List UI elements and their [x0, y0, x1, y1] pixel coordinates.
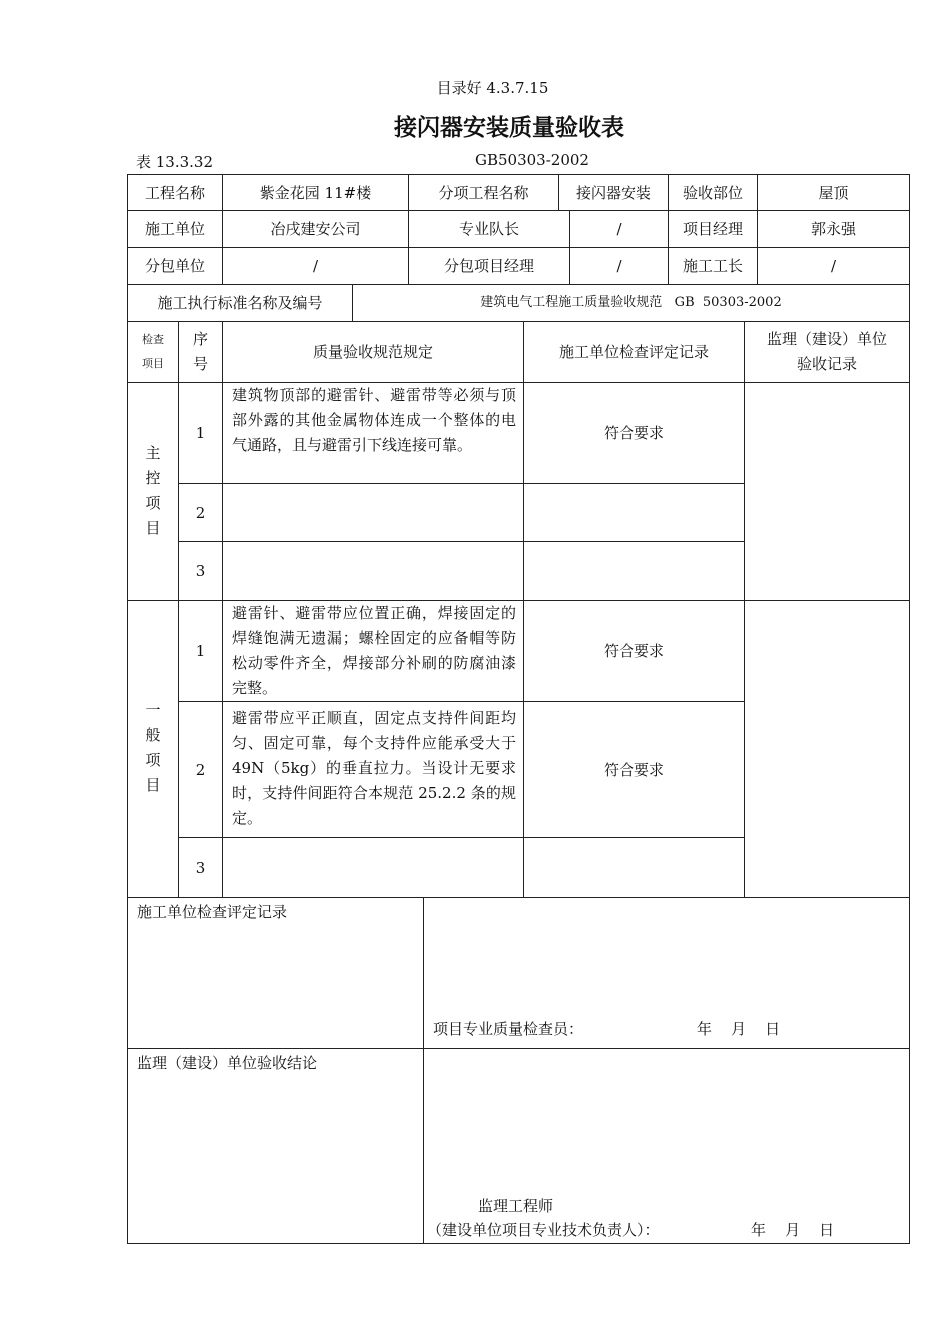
pm-label: 项目经理	[682, 220, 743, 238]
page-title: 接闪器安装质量验收表	[394, 115, 624, 141]
general-row-3-no: 3	[195, 858, 206, 877]
col-supervisor-l2: 验收记录	[796, 355, 857, 373]
sub-pm-value: /	[616, 257, 622, 275]
general-row-2-record: 符合要求	[603, 760, 664, 779]
general-row-1-no: 1	[195, 642, 206, 660]
col-check-item-l2: 项目	[142, 357, 164, 370]
engineer-sub-label: （建设单位项目专业技术负责人）：	[427, 1221, 660, 1239]
supervisor-conclusion-label: 监理（建设）单位验收结论	[137, 1054, 318, 1072]
col-seq-l1: 序	[192, 330, 208, 348]
subcontractor-value: /	[312, 257, 319, 275]
main-control-label: 主 控 项 目	[145, 444, 161, 537]
subcontractor-label: 分包单位	[144, 257, 205, 275]
project-name-label: 工程名称	[144, 183, 205, 202]
team-leader-label: 专业队长	[458, 220, 519, 238]
general-row-2-spec: 避雷带应平正顺直，固定点支持件间距均匀、固定可靠，每个支持件应能承受大于 49N（5kg）的垂直拉力。当设计无要求时，支持件间距符合本规范 25.2.2 条的规定。	[232, 709, 516, 827]
main-row-1-record: 符合要求	[603, 424, 664, 442]
general-row-1-spec: 避雷针、避雷带应位置正确，焊接固定的焊缝饱满无遗漏；螺栓固定的应备帽等防松动零件齐全，焊接部分补刷的防腐油漆完整。	[232, 604, 516, 697]
col-check-item-l1: 检查	[142, 333, 164, 346]
pm-value: 郭永强	[810, 220, 856, 238]
contractor-value: 冶戌建安公司	[270, 220, 361, 238]
foreman-value: /	[830, 257, 837, 275]
col-supervisor	[745, 322, 909, 382]
sub-project-label: 分项工程名称	[438, 183, 529, 202]
date-2: 年 月 日	[751, 1221, 835, 1239]
standard-code: GB50303-2002	[475, 151, 589, 169]
col-seq	[179, 322, 222, 382]
col-spec: 质量验收规范规定	[312, 343, 433, 361]
col-contractor-record: 施工单位检查评定记录	[558, 343, 709, 361]
project-name-value: 紫金花园 11#楼	[259, 183, 372, 202]
sub-pm-label: 分包项目经理	[443, 257, 534, 275]
col-seq-l2: 号	[192, 355, 208, 373]
general-row-2-no: 2	[195, 760, 206, 779]
col-check-item	[128, 322, 178, 382]
inspector-line: 项目专业质量检查员：	[433, 1020, 584, 1038]
main-row-2-no: 2	[195, 503, 206, 522]
sub-project-value: 接闪器安装	[575, 183, 651, 202]
general-label: 一 般 项 目	[145, 701, 161, 794]
page-note: 目录好 4.3.7.15	[436, 79, 549, 97]
general-row-1-record: 符合要求	[603, 642, 664, 660]
acceptance-part-label: 验收部位	[682, 183, 743, 202]
contractor-label: 施工单位	[144, 220, 205, 238]
engineer-label: 监理工程师	[478, 1197, 554, 1215]
main-row-1-spec: 建筑物顶部的避雷针、避雷带等必须与顶部外露的其他金属物体连成一个整体的电气通路，且与避雷引下线连接可靠。	[232, 386, 516, 454]
team-leader-value: /	[616, 220, 622, 238]
acceptance-part-value: 屋顶	[818, 183, 849, 202]
date-1: 年 月 日	[697, 1020, 781, 1038]
standard-value: 建筑电气工程施工质量验收规范 GB 50303-2002	[480, 295, 782, 311]
col-supervisor-l1: 监理（建设）单位	[766, 330, 887, 348]
foreman-label: 施工工长	[682, 257, 743, 275]
table-number: 表 13.3.32	[136, 153, 214, 171]
standard-label: 施工执行标准名称及编号	[157, 294, 323, 312]
main-row-1-no: 1	[195, 424, 206, 442]
contractor-eval-label: 施工单位检查评定记录	[137, 903, 288, 921]
main-row-3-no: 3	[195, 562, 206, 580]
